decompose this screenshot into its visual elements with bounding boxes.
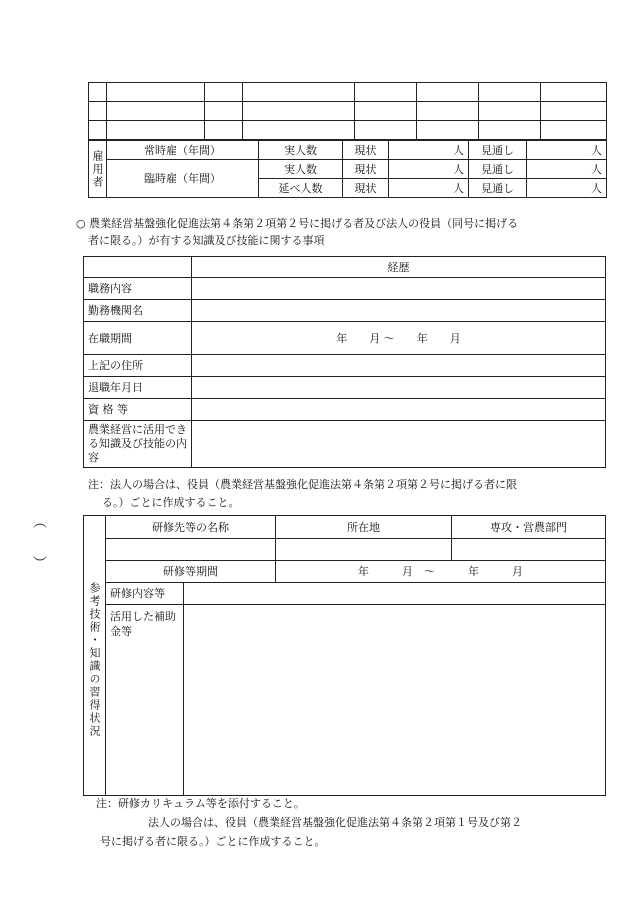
training-status-label: 参考技術・知識の習得状況 — [84, 516, 106, 796]
skills-field[interactable] — [192, 421, 606, 468]
qualifications-label: 資 格 等 — [84, 399, 192, 421]
forecast-count-field[interactable]: 人 — [527, 141, 607, 160]
left-bracket-top: ︵ — [33, 515, 47, 531]
address-label: 上記の住所 — [84, 355, 192, 377]
note-line: 注：法人の場合は、役員（農業経営基盤強化促進法第４条第２項第２号に掲げる者に限 — [88, 478, 517, 491]
training-period-field[interactable]: 年 月 ～ 年 月 — [276, 561, 606, 583]
forecast-label: 見通し — [469, 141, 527, 160]
blank-row — [89, 83, 607, 102]
employer-name-label: 勤務機関名 — [84, 300, 192, 322]
note-line: 号に掲げる者に限る。）ごとに作成すること。 — [100, 835, 326, 848]
left-bracket-bottom: ︶ — [33, 556, 47, 572]
note-line: る。）ごとに作成すること。 — [102, 496, 240, 509]
current-count-field[interactable]: 人 — [389, 141, 469, 160]
current-label: 現状 — [343, 141, 389, 160]
regular-employment-label: 常時雇（年間） — [107, 141, 259, 160]
forecast-label: 見通し — [469, 179, 527, 198]
training-period-label: 研修等期間 — [106, 561, 276, 583]
training-location-header: 所在地 — [276, 516, 452, 539]
current-label: 現状 — [343, 160, 389, 179]
training-location-field[interactable] — [276, 539, 452, 561]
current-count-field[interactable]: 人 — [389, 179, 469, 198]
training-name-field[interactable] — [106, 539, 276, 561]
training-major-header: 専攻・営農部門 — [452, 516, 606, 539]
retirement-date-field[interactable] — [192, 377, 606, 399]
subsidy-label: 活用した補助金等 — [106, 605, 184, 796]
forecast-count-field[interactable]: 人 — [527, 179, 607, 198]
employer-name-field[interactable] — [192, 300, 606, 322]
forecast-label: 見通し — [469, 160, 527, 179]
skills-label: 農業経営に活用できる知識及び技能の内容 — [84, 421, 192, 468]
note-line: 法人の場合は、役員（農業経営基盤強化促進法第４条第２項第１号及び第２ — [148, 816, 522, 829]
retirement-date-label: 退職年月日 — [84, 377, 192, 399]
job-content-field[interactable] — [192, 278, 606, 300]
section-title: ○ 農業経営基盤強化促進法第４条第２項第２号に掲げる者及び法人の役員（同号に掲げる — [76, 217, 519, 230]
subsidy-field[interactable] — [184, 605, 606, 796]
blank-row — [89, 102, 607, 121]
tenure-field[interactable]: 年 月 ～ 年 月 — [192, 322, 606, 355]
tenure-label: 在職期間 — [84, 322, 192, 355]
training-name-header: 研修先等の名称 — [106, 516, 276, 539]
section-title-line2: 者に限る。）が有する知識及び技能に関する事項 — [88, 234, 325, 247]
job-content-label: 職務内容 — [84, 278, 192, 300]
actual-count-label: 実人数 — [259, 141, 343, 160]
employees-label: 雇用者 — [89, 141, 107, 198]
temporary-employment-label: 臨時雇（年間） — [107, 160, 259, 198]
current-label: 現状 — [343, 179, 389, 198]
training-table — [83, 515, 606, 796]
extended-count-label: 延べ人数 — [259, 179, 343, 198]
employment-table — [88, 140, 607, 198]
blank-row — [89, 121, 607, 140]
career-table — [83, 256, 606, 468]
actual-count-label: 実人数 — [259, 160, 343, 179]
training-major-field[interactable] — [452, 539, 606, 561]
address-field[interactable] — [192, 355, 606, 377]
career-header: 経歴 — [192, 257, 606, 278]
forecast-count-field[interactable]: 人 — [527, 160, 607, 179]
top-continuation-table — [88, 82, 607, 140]
training-content-label: 研修内容等 — [106, 583, 184, 605]
note-line: 注：研修カリキュラム等を添付すること。 — [96, 797, 305, 810]
qualifications-field[interactable] — [192, 399, 606, 421]
bullet-icon: ○ — [76, 217, 86, 230]
current-count-field[interactable]: 人 — [389, 160, 469, 179]
training-content-field[interactable] — [184, 583, 606, 605]
